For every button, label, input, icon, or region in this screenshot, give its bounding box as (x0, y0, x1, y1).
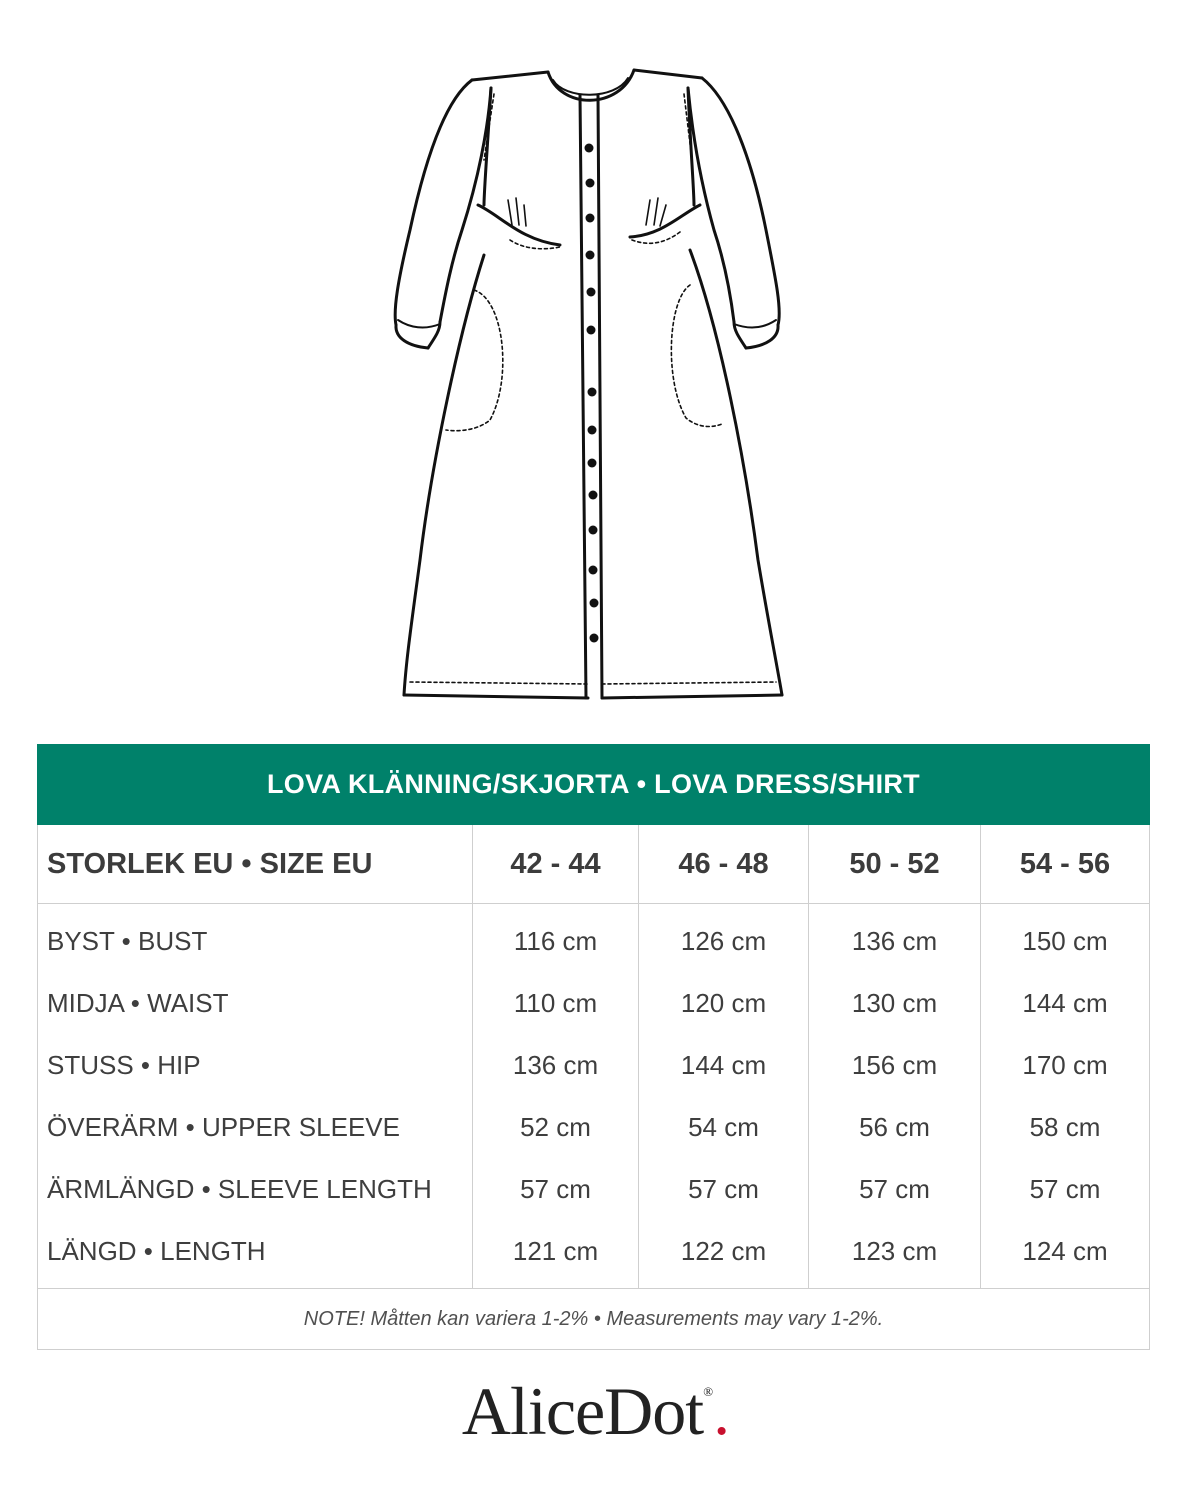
table-header-row (38, 825, 1150, 904)
size-header-cell: 54 - 56 (981, 825, 1150, 904)
measurement-value: 54 cm (639, 1096, 809, 1158)
measurement-value: 122 cm (639, 1220, 809, 1289)
measurement-value: 116 cm (473, 904, 639, 973)
size-header-cell: 46 - 48 (639, 825, 809, 904)
measurement-value: 136 cm (473, 1034, 639, 1096)
size-header-cell: 50 - 52 (809, 825, 981, 904)
size-header-cell: 42 - 44 (473, 825, 639, 904)
table-row (38, 904, 1150, 973)
measurement-value: 52 cm (473, 1096, 639, 1158)
logo-text: AliceDot (461, 1373, 704, 1449)
table-title: LOVA KLÄNNING/SKJORTA • LOVA DRESS/SHIRT (38, 745, 1150, 825)
size-table (37, 744, 1150, 1350)
measurement-value: 136 cm (809, 904, 981, 973)
measurement-value: 124 cm (981, 1220, 1150, 1289)
measurement-note: NOTE! Måtten kan variera 1-2% • Measurements may vary 1-2%. (38, 1289, 1150, 1350)
measurement-value: 144 cm (981, 972, 1150, 1034)
dress-sketch-icon (370, 55, 810, 710)
measurement-value: 123 cm (809, 1220, 981, 1289)
measurement-value: 57 cm (809, 1158, 981, 1220)
measurement-label: BYST • BUST (38, 904, 473, 973)
logo-dot: . (713, 1373, 730, 1449)
measurement-value: 57 cm (473, 1158, 639, 1220)
logo-registered-mark: ® (703, 1384, 714, 1399)
measurement-value: 57 cm (639, 1158, 809, 1220)
measurement-value: 121 cm (473, 1220, 639, 1289)
table-row (38, 1158, 1150, 1220)
table-row (38, 1220, 1150, 1289)
measurement-value: 150 cm (981, 904, 1150, 973)
measurement-value: 57 cm (981, 1158, 1150, 1220)
table-row (38, 1096, 1150, 1158)
size-header-label: STORLEK EU • SIZE EU (38, 825, 473, 904)
measurement-value: 58 cm (981, 1096, 1150, 1158)
measurement-value: 120 cm (639, 972, 809, 1034)
measurement-value: 170 cm (981, 1034, 1150, 1096)
measurement-label: STUSS • HIP (38, 1034, 473, 1096)
measurement-value: 126 cm (639, 904, 809, 973)
measurement-value: 144 cm (639, 1034, 809, 1096)
measurement-label: LÄNGD • LENGTH (38, 1220, 473, 1289)
measurement-label: ÖVERÄRM • UPPER SLEEVE (38, 1096, 473, 1158)
table-row (38, 972, 1150, 1034)
measurement-label: ÄRMLÄNGD • SLEEVE LENGTH (38, 1158, 473, 1220)
measurement-label: MIDJA • WAIST (38, 972, 473, 1034)
measurement-value: 130 cm (809, 972, 981, 1034)
table-row (38, 1034, 1150, 1096)
measurement-value: 156 cm (809, 1034, 981, 1096)
measurement-value: 110 cm (473, 972, 639, 1034)
alicedot-logo (0, 1372, 1191, 1451)
measurement-value: 56 cm (809, 1096, 981, 1158)
